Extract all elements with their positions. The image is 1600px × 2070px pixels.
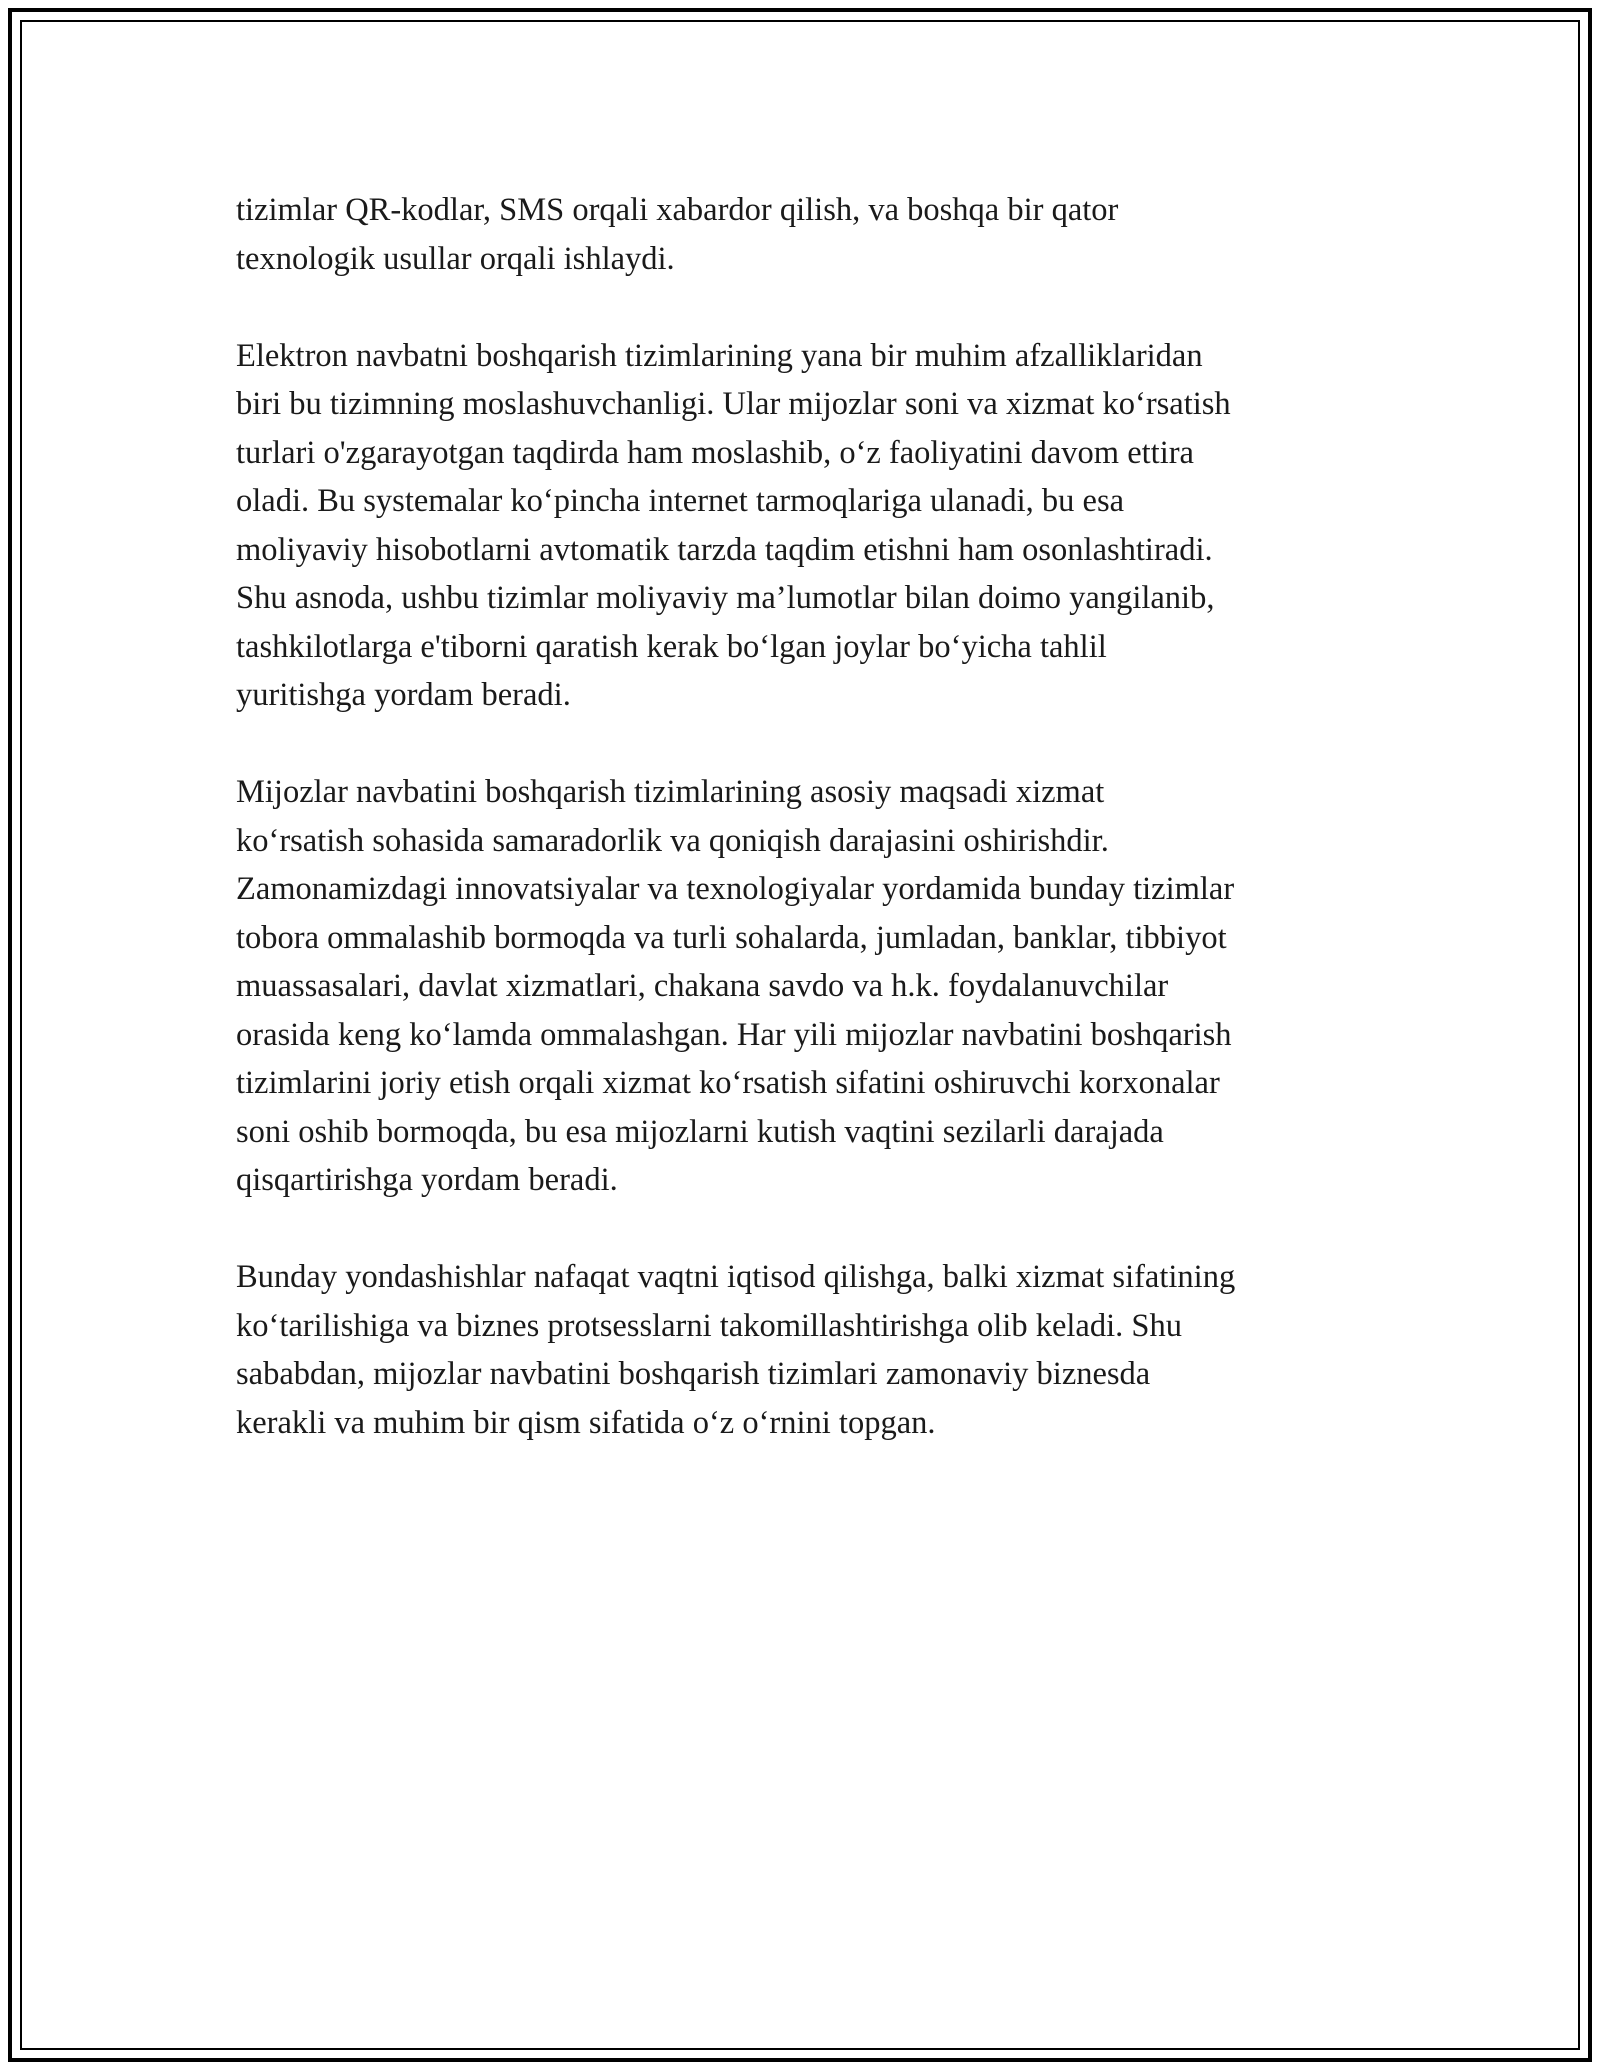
text-line: turlari o'zgarayotgan taqdirda ham moslashib, o‘z faoliyatini davom ettira xyxy=(236,434,1194,471)
text-line: oladi. Bu systemalar ko‘pincha internet tarmoqlariga ulanadi, bu esa xyxy=(236,483,1125,519)
text-line: Zamonamizdagi innovatsiyalar va texnologiyalar yordamida bunday tizimlar xyxy=(236,871,1235,907)
text-line: kerakli va muhim bir qism sifatida o‘z o‘rnini topgan. xyxy=(236,1404,936,1441)
paragraph-1 xyxy=(236,186,1386,283)
text-line: tizimlarini joriy etish orqali xizmat ko‘rsatish sifatini oshiruvchi korxonalar xyxy=(236,1065,1220,1101)
text-line: soni oshib bormoqda, bu esa mijozlarni kutish vaqtini sezilarli darajada xyxy=(236,1113,1164,1150)
text-line: qisqartirishga yordam beradi. xyxy=(236,1162,618,1198)
text-line: yuritishga yordam beradi. xyxy=(236,677,571,713)
text-line: orasida keng ko‘lamda ommalashgan. Har yili mijozlar navbatini boshqarish xyxy=(236,1016,1232,1053)
paragraph-3 xyxy=(236,768,1386,1205)
paragraph-4 xyxy=(236,1253,1386,1447)
text-line: Shu asnoda, ushbu tizimlar moliyaviy ma’lumotlar bilan doimo yangilanib, xyxy=(236,580,1215,616)
text-line: ko‘tarilishiga va biznes protsesslarni takomillashtirishga olib keladi. Shu xyxy=(236,1307,1182,1344)
text-line: moliyaviy hisobotlarni avtomatik tarzda taqdim etishni ham osonlashtiradi. xyxy=(236,531,1213,568)
text-line: tashkilotlarga e'tiborni qaratish kerak bo‘lgan joylar bo‘yicha tahlil xyxy=(236,628,1107,665)
paragraph-2 xyxy=(236,332,1386,720)
text-line: biri bu tizimning moslashuvchanligi. Ular mijozlar soni va xizmat ko‘rsatish xyxy=(236,386,1231,422)
text-line: texnologik usullar orqali ishlaydi. xyxy=(236,240,675,277)
text-line: Elektron navbatni boshqarish tizimlarining yana bir muhim afzalliklaridan xyxy=(236,337,1203,374)
text-line: muassasalari, davlat xizmatlari, chakana savdo va h.k. foydalanuvchilar xyxy=(236,968,1169,1004)
text-line: Bunday yondashishlar nafaqat vaqtni iqtisod qilishga, balki xizmat sifatining xyxy=(236,1259,1236,1295)
text-line: tizimlar QR-kodlar, SMS orqali xabardor qilish, va boshqa bir qator xyxy=(236,192,1119,228)
text-line: ko‘rsatish sohasida samaradorlik va qoniqish darajasini oshirishdir. xyxy=(236,822,1109,859)
text-line: sababdan, mijozlar navbatini boshqarish tizimlari zamonaviy biznesda xyxy=(236,1356,1151,1392)
text-line: tobora ommalashib bormoqda va turli sohalarda, jumladan, banklar, tibbiyot xyxy=(236,919,1227,956)
document-body xyxy=(236,186,1386,1496)
text-line: Mijozlar navbatini boshqarish tizimlarining asosiy maqsadi xizmat xyxy=(236,774,1105,810)
